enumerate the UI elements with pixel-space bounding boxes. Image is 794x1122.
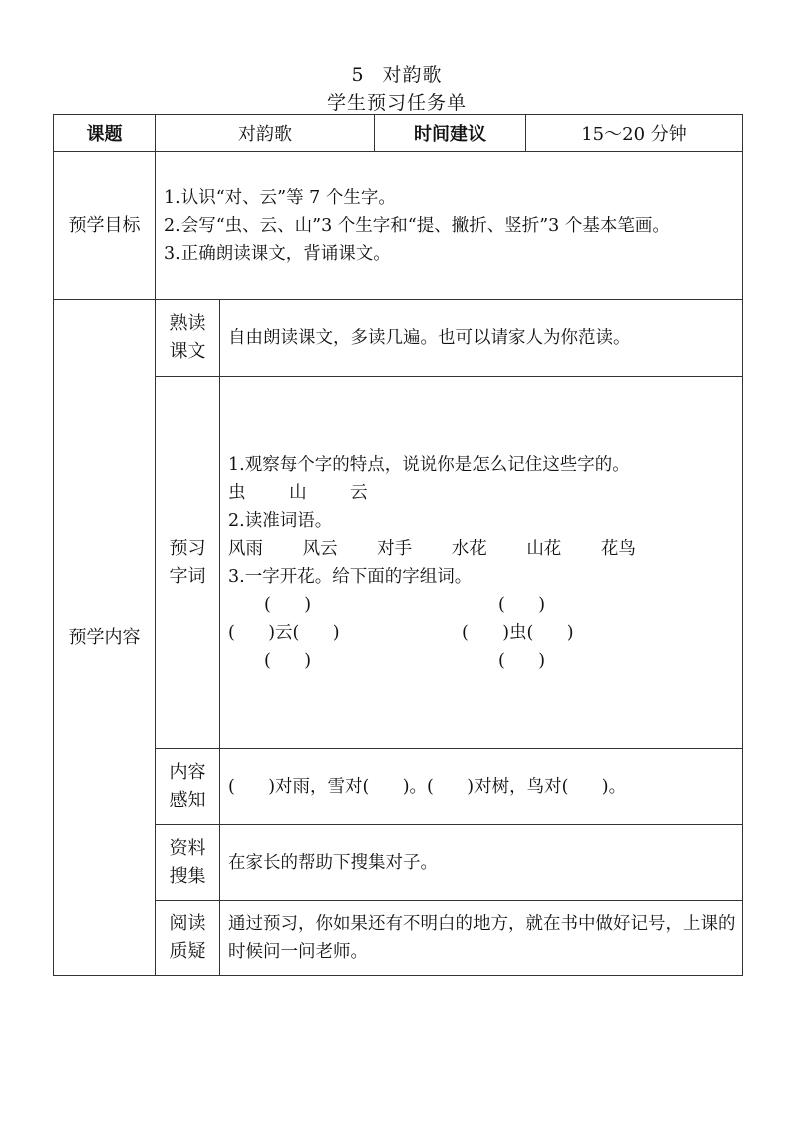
question-label: 阅读质疑 — [156, 901, 220, 976]
words-task-1: 1.观察每个字的特点，说说你是怎么记住这些字的。 — [228, 454, 630, 475]
word-item: 山花 — [526, 538, 562, 559]
perceive-text: ( )对雨，雪对( )。( )对树，鸟对( )。 — [220, 749, 743, 825]
content-label: 预学内容 — [54, 300, 156, 976]
read-text: 自由朗读课文，多读几遍。也可以请家人为你范读。 — [220, 300, 743, 377]
tree-right-top: ( ) — [498, 594, 546, 615]
lesson-title — [0, 60, 794, 87]
words-task-2: 2.读准词语。 — [228, 510, 333, 531]
read-row — [54, 300, 743, 377]
preview-task-table — [53, 114, 743, 976]
question-row — [54, 901, 743, 976]
word-item: 风雨 — [228, 538, 263, 559]
goal-item: 3.正确朗读课文，背诵课文。 — [164, 243, 391, 264]
question-text: 通过预习，你如果还有不明白的地方，就在书中做好记号，上课的时候问一问老师。 — [220, 901, 743, 976]
goals-content — [156, 152, 743, 300]
topic-value: 对韵歌 — [156, 115, 375, 152]
word-tree — [228, 591, 736, 675]
time-label: 时间建议 — [375, 115, 526, 152]
tree-left-bottom: ( ) — [264, 650, 312, 671]
worksheet-subtitle: 学生预习任务单 — [326, 92, 467, 114]
tree-left-top: ( ) — [264, 594, 312, 615]
word-list — [228, 535, 736, 563]
tree-right-middle: ( )虫( ) — [462, 622, 574, 643]
word-item: 花鸟 — [600, 538, 636, 559]
tree-right-bottom: ( ) — [498, 650, 546, 671]
time-value: 15～20 分钟 — [526, 115, 743, 152]
word-item: 风云 — [302, 538, 338, 559]
goal-item: 1.认识“对、云”等 7 个生字。 — [164, 187, 396, 208]
goals-row — [54, 152, 743, 300]
words-content — [220, 377, 743, 749]
words-row — [54, 377, 743, 749]
goal-item: 2.会写“虫、云、山”3 个生字和“提、撇折、竖折”3 个基本笔画。 — [164, 215, 670, 236]
topic-label: 课题 — [54, 115, 156, 152]
word-item: 水花 — [451, 538, 487, 559]
char-list — [228, 479, 736, 507]
collect-row — [54, 825, 743, 901]
char-item: 云 — [350, 482, 368, 503]
char-item: 虫 — [228, 482, 246, 503]
char-item: 山 — [289, 482, 307, 503]
word-item: 对手 — [377, 538, 413, 559]
perceive-row — [54, 749, 743, 825]
words-label: 预习字词 — [156, 377, 220, 749]
info-row — [54, 115, 743, 152]
tree-left-middle: ( )云( ) — [228, 622, 340, 643]
read-label: 熟读课文 — [156, 300, 220, 377]
collect-text: 在家长的帮助下搜集对子。 — [220, 825, 743, 901]
goals-label: 预学目标 — [54, 152, 156, 300]
perceive-label: 内容感知 — [156, 749, 220, 825]
words-task-3: 3.一字开花。给下面的字组词。 — [228, 566, 473, 587]
collect-label: 资料搜集 — [156, 825, 220, 901]
lesson-number: 5 — [351, 64, 365, 86]
lesson-name: 对韵歌 — [382, 64, 443, 86]
